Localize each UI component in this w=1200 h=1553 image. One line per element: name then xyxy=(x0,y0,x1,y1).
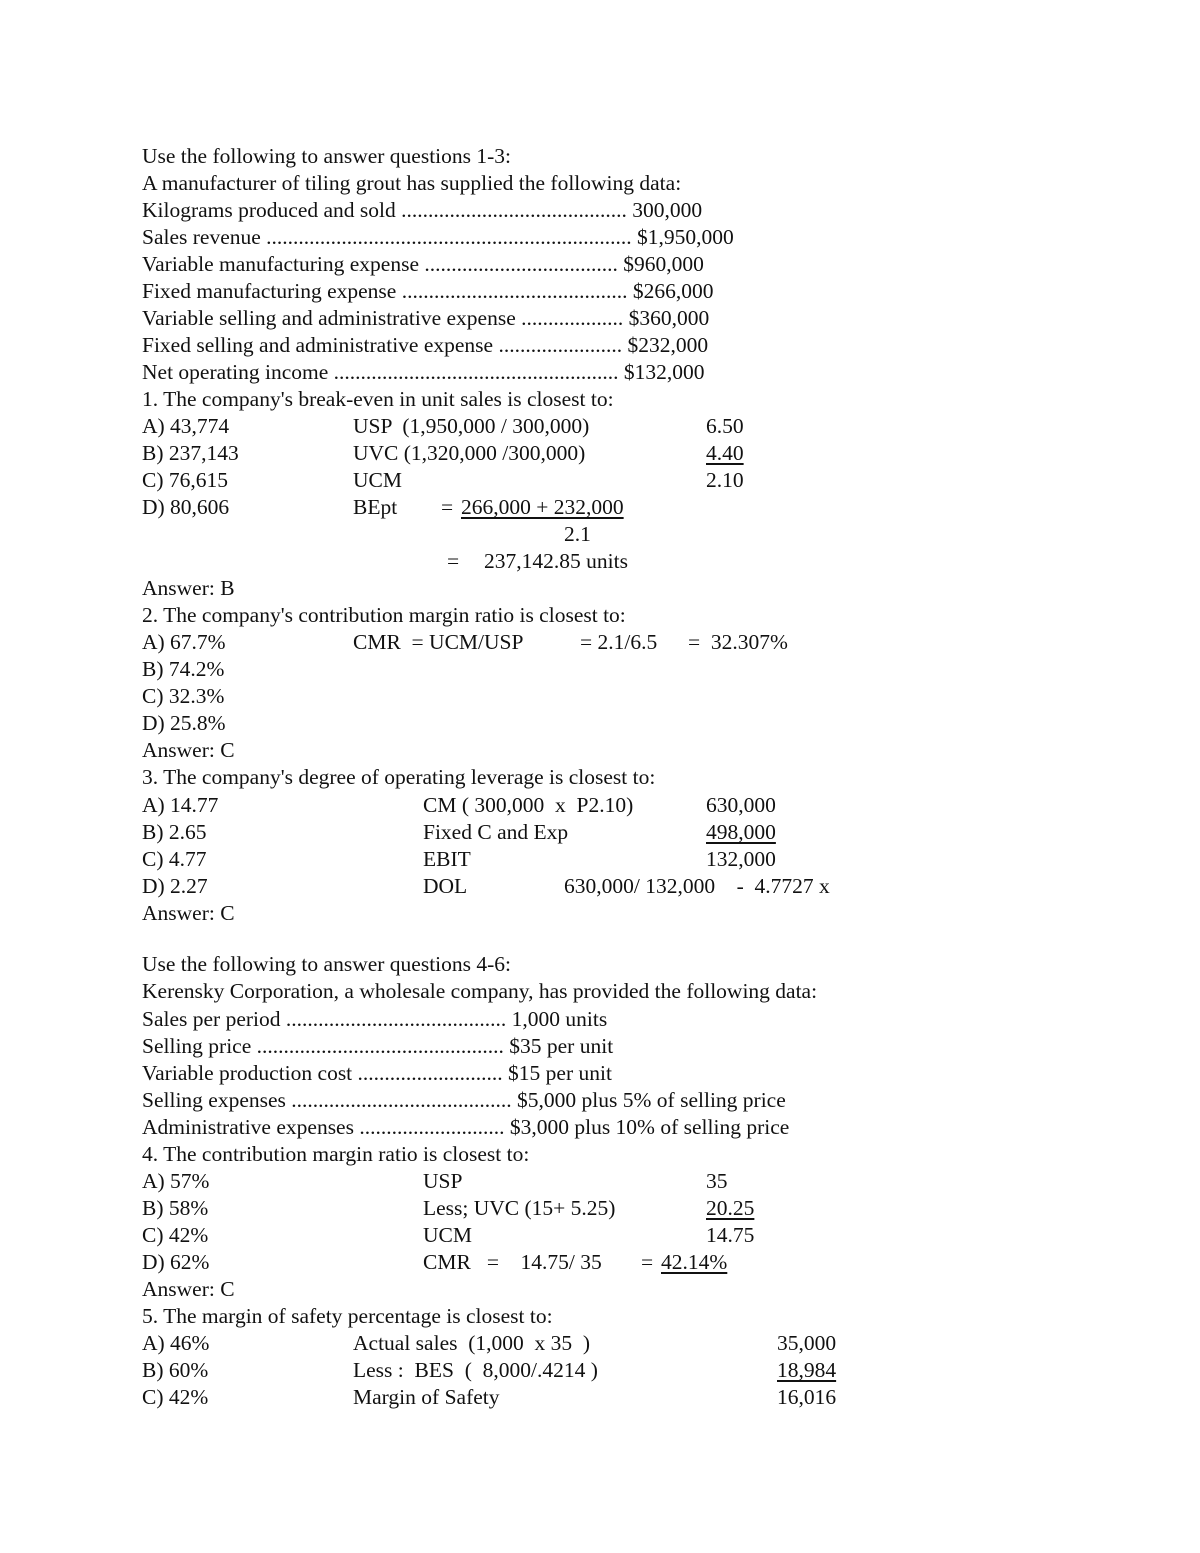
data-row: Sales revenue .................................................................... $1,950,000 xyxy=(142,225,734,249)
data-row: Selling price .............................................. $35 per unit xyxy=(142,1034,614,1058)
q3-option-c: C) 4.77 xyxy=(142,847,207,871)
data-row: Administrative expenses ........................... $3,000 plus 10% of selling price xyxy=(142,1115,790,1139)
q3-ebit-value: 132,000 xyxy=(706,847,776,871)
q2-answer: Answer: C xyxy=(142,738,235,762)
section1-intro: Use the following to answer questions 1-3: xyxy=(142,144,512,168)
q2-cmr-result: = 32.307% xyxy=(688,630,788,654)
section2-intro: Use the following to answer questions 4-6: xyxy=(142,952,512,976)
section1-description: A manufacturer of tiling grout has supplied the following data: xyxy=(142,171,682,195)
q4-option-b: B) 58% xyxy=(142,1196,209,1220)
question-5: 5. The margin of safety percentage is closest to: xyxy=(142,1304,553,1328)
q5-mos-label: Margin of Safety xyxy=(353,1385,500,1409)
q2-option-d: D) 25.8% xyxy=(142,711,226,735)
q2-option-b: B) 74.2% xyxy=(142,657,225,681)
q4-cmr-value: 42.14% xyxy=(661,1250,728,1274)
q1-ucm-value: 2.10 xyxy=(706,468,744,492)
data-row: Kilograms produced and sold .......................................... 300,000 xyxy=(142,198,703,222)
q4-ucm-label: UCM xyxy=(423,1223,472,1247)
q1-option-d: D) 80,606 xyxy=(142,495,230,519)
q2-option-c: C) 32.3% xyxy=(142,684,225,708)
q1-bept-label: BEpt xyxy=(353,495,398,519)
q5-option-a: A) 46% xyxy=(142,1331,210,1355)
q1-answer: Answer: B xyxy=(142,576,235,600)
q5-option-b: B) 60% xyxy=(142,1358,209,1382)
q3-option-d: D) 2.27 xyxy=(142,874,208,898)
section2-description: Kerensky Corporation, a wholesale company, has provided the following data: xyxy=(142,979,818,1003)
data-row: Variable manufacturing expense .................................... $960,000 xyxy=(142,252,704,276)
q3-dol-formula: 630,000/ 132,000 - 4.7727 x xyxy=(564,874,830,898)
q5-bes-value: 18,984 xyxy=(777,1358,837,1382)
q4-usp-label: USP xyxy=(423,1169,463,1193)
q3-option-a: A) 14.77 xyxy=(142,793,219,817)
q5-actual-value: 35,000 xyxy=(777,1331,837,1355)
q1-option-b: B) 237,143 xyxy=(142,441,239,465)
question-1: 1. The company's break-even in unit sales is closest to: xyxy=(142,387,614,411)
q4-option-a: A) 57% xyxy=(142,1169,210,1193)
q4-uvc-value: 20.25 xyxy=(706,1196,755,1220)
data-row: Net operating income ..................................................... $132,000 xyxy=(142,360,705,384)
q1-usp-value: 6.50 xyxy=(706,414,744,438)
q4-option-c: C) 42% xyxy=(142,1223,209,1247)
q5-option-c: C) 42% xyxy=(142,1385,209,1409)
q3-cm-label: CM ( 300,000 x P2.10) xyxy=(423,793,634,817)
data-row: Variable production cost ........................... $15 per unit xyxy=(142,1061,612,1085)
q4-option-d: D) 62% xyxy=(142,1250,210,1274)
question-4: 4. The contribution margin ratio is closest to: xyxy=(142,1142,530,1166)
data-row: Variable selling and administrative expense ................... $360,000 xyxy=(142,306,710,330)
q1-uvc-label: UVC (1,320,000 /300,000) xyxy=(353,441,586,465)
question-2: 2. The company's contribution margin ratio is closest to: xyxy=(142,603,626,627)
q4-usp-value: 35 xyxy=(706,1169,728,1193)
q4-ucm-value: 14.75 xyxy=(706,1223,755,1247)
q1-ucm-label: UCM xyxy=(353,468,402,492)
data-row: Fixed selling and administrative expense ....................... $232,000 xyxy=(142,333,709,357)
q1-bept-denominator: 2.1 xyxy=(564,522,591,546)
q1-option-c: C) 76,615 xyxy=(142,468,228,492)
q3-option-b: B) 2.65 xyxy=(142,820,207,844)
q3-answer: Answer: C xyxy=(142,901,235,925)
q1-bept-equals: = xyxy=(441,495,454,519)
q1-usp-label: USP (1,950,000 / 300,000) xyxy=(353,414,590,438)
question-3: 3. The company's degree of operating leverage is closest to: xyxy=(142,765,656,789)
data-row: Selling expenses ......................................... $5,000 plus 5% of selling price xyxy=(142,1088,786,1112)
q1-option-a: A) 43,774 xyxy=(142,414,230,438)
q3-dol-label: DOL xyxy=(423,874,468,898)
data-row: Sales per period ......................................... 1,000 units xyxy=(142,1007,608,1031)
q4-answer: Answer: C xyxy=(142,1277,235,1301)
q3-ebit-label: EBIT xyxy=(423,847,471,871)
q2-cmr-formula: CMR = UCM/USP xyxy=(353,630,524,654)
q4-cmr-equals: = xyxy=(641,1250,654,1274)
q2-option-a: A) 67.7% xyxy=(142,630,226,654)
q3-fixed-label: Fixed C and Exp xyxy=(423,820,569,844)
q4-uvc-label: Less; UVC (15+ 5.25) xyxy=(423,1196,616,1220)
q5-mos-value: 16,016 xyxy=(777,1385,837,1409)
q2-cmr-calc: = 2.1/6.5 xyxy=(580,630,658,654)
q5-bes-label: Less : BES ( 8,000/.4214 ) xyxy=(353,1358,598,1382)
q4-cmr-label: CMR = 14.75/ 35 xyxy=(423,1250,602,1274)
q3-cm-value: 630,000 xyxy=(706,793,776,817)
q1-bept-numerator: 266,000 + 232,000 xyxy=(461,495,624,519)
q3-fixed-value: 498,000 xyxy=(706,820,776,844)
q1-result: 237,142.85 units xyxy=(484,549,628,573)
data-row: Fixed manufacturing expense .......................................... $266,000 xyxy=(142,279,714,303)
q1-result-equals: = xyxy=(447,549,460,573)
q1-uvc-value: 4.40 xyxy=(706,441,744,465)
q5-actual-label: Actual sales (1,000 x 35 ) xyxy=(353,1331,591,1355)
